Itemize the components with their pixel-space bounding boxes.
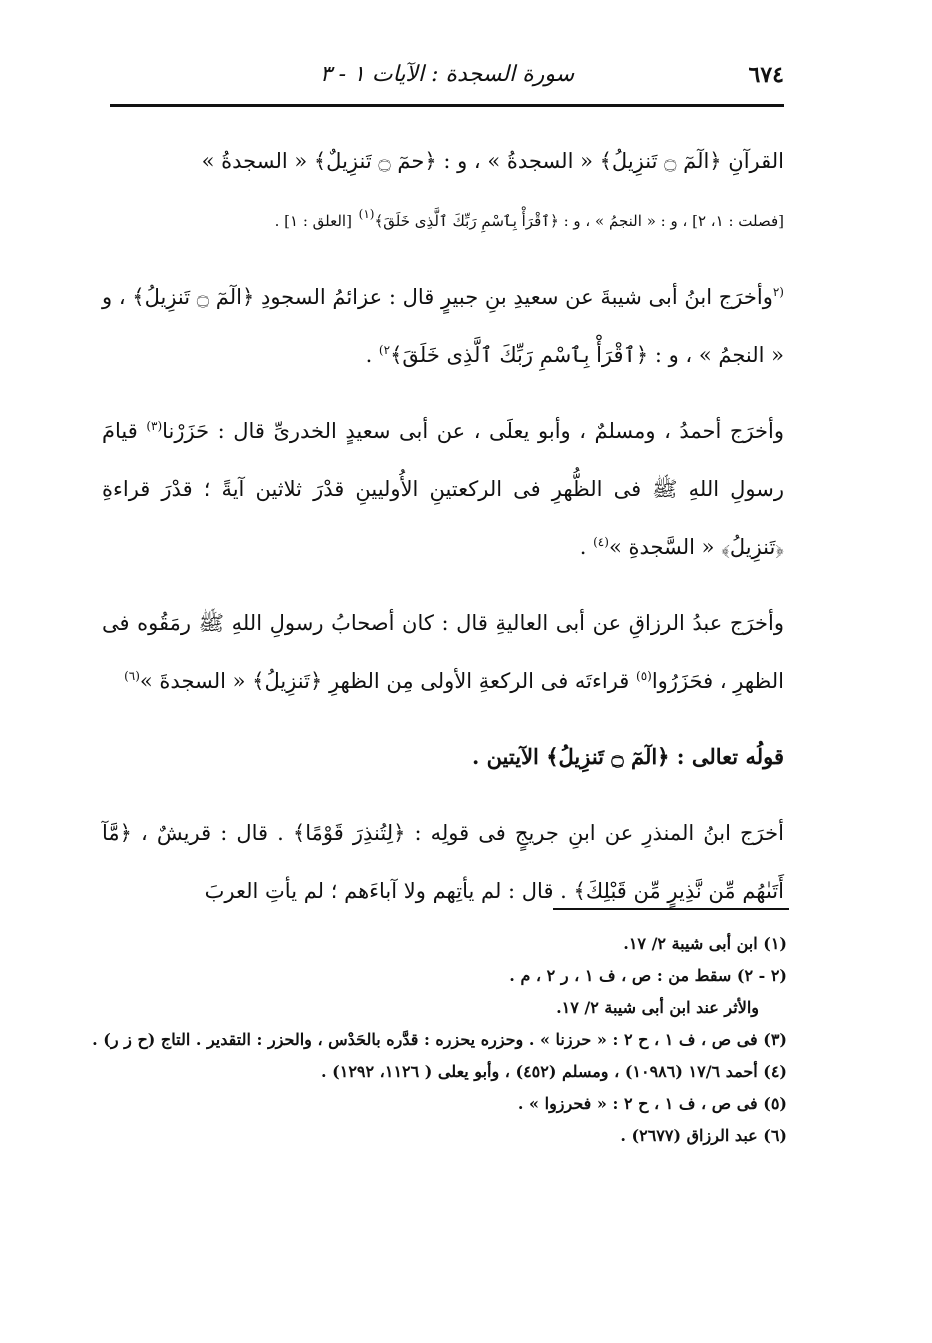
paragraph-5 <box>102 804 784 920</box>
footnote-ref-5: (٥) <box>636 669 652 683</box>
paragraph-3-text: وأخرَج أحمدُ ، ومسلمٌ ، وأبو يعلَى ، عن أبى سعيدٍ الخدرىِّ قال : حَزَرْنا <box>162 419 785 443</box>
footnote-ref-4: (٤) <box>593 535 609 549</box>
footnote-ref-1: (١) <box>358 207 375 221</box>
verse-heading: قولُه تعالى : ﴿الٓمٓ ۝ تَنزِيلُ﴾ الآيتين . <box>471 744 784 769</box>
footnote-2-continuation: والأثر عند ابن أبى شيبة ٢/ ١٧. <box>556 998 759 1017</box>
paragraph-3 <box>102 402 784 576</box>
page-number: ٦٧٤ <box>748 62 784 88</box>
footnote-6: (٦) عبد الرزاق (٢٦٧٧) . <box>620 1126 787 1145</box>
paragraph-2-text: وأخرَج ابنُ أبى شيبةَ عن سعيدِ بنِ جبيرٍ قال : عزائمُ السجودِ ﴿الٓمٓ ۝ تَنزِيلُ﴾ ، و « النجمُ » ، و : ﴿ٱقْرَأْ بِٱسْمِ رَبِّكَ ٱلَّذِى خَلَقَ﴾ <box>102 285 784 367</box>
paragraph-3-text-2: قيامَ رسولِ اللهِ ﷺ فى الظُّهرِ فى الركعتينِ الأُوليينِ قدْرَ ثلاثين آيةً ؛ قدْرَ قراءةِ ﴿تَنزِيلُ﴾ « السَّجدةِ » <box>102 419 784 559</box>
paragraph-1-line-1: القرآنِ ﴿الٓمٓ ۝ تَنزِيلُ﴾ « السجدةُ » ، و : ﴿حمٓ ۝ تَنزِيلٌ﴾ « السجدةُ » <box>201 149 784 173</box>
footnote-ref-6: (٦) <box>124 669 140 683</box>
paragraph-1 <box>102 132 784 250</box>
footnote-separator <box>553 908 789 910</box>
paragraph-4-text-2: قراءتَه فى الركعةِ الأولى مِن الظهرِ ﴿تَنزِيلُ﴾ « السجدةَ » <box>139 669 637 693</box>
footnote-ref-3: (٣) <box>146 419 163 433</box>
paragraph-4-text: وأخرَج عبدُ الرزاقِ عن أبى العاليةِ قال : كان أصحابُ رسولِ اللهِ ﷺ رمَقُوه فى الظهرِ ، فحَزَرُوا <box>102 611 784 693</box>
footnote-ref-2-close: ٢) <box>378 343 391 357</box>
footnotes <box>92 928 787 1152</box>
footnote-3: (٣) فى ص ، ف ١ ، ح ٢ : « حرزنا » . وحزره يحزره : قدَّره بالحَدْس ، والحزر : التقدير . التاج (ح ز ر) . <box>92 1030 787 1049</box>
citation-alaq: [العلق : ١] . <box>274 212 352 230</box>
paragraph-4 <box>102 594 784 710</box>
main-text <box>102 132 784 938</box>
paragraph-3-end: . <box>579 535 594 559</box>
paragraph-2-end: . <box>365 343 379 367</box>
footnote-5: (٥) فى ص ، ف ١ ، ح ٢ : « فحرزوا » . <box>517 1094 787 1113</box>
footnote-1: (١) ابن أبى شيبة ٢/ ١٧. <box>623 934 787 953</box>
footnote-4: (٤) أحمد ١٧/٦ (١٠٩٨٦) ، ومسلم (٤٥٢) ، وأبو يعلى ( ١١٢٦، ١٢٩٢) . <box>321 1062 787 1081</box>
footnote-ref-2-open: (٢ <box>772 285 784 299</box>
running-title: سورة السجدة : الآيات ١ - ٣ <box>319 62 575 87</box>
paragraph-2 <box>102 268 784 384</box>
footnote-2: (٢ - ٢) سقط من : ص ، ف ١ ، ر ٢ ، م . <box>509 966 787 985</box>
paragraph-1-line-2: [فصلت : ١، ٢] ، و : « النجمُ » ، و : ﴿ٱقْرَأْ بِٱسْمِ رَبِّكَ ٱلَّذِى خَلَقَ﴾ <box>374 212 784 230</box>
paragraph-5-text: أخرَج ابنُ المنذرِ عن ابنِ جريجٍ فى قولِه : ﴿لِتُنذِرَ قَوْمًا﴾ . قال : قريشٌ ، ﴿مَّآ أَتَىٰهُم مِّن نَّذِيرٍ مِّن قَبْلِكَ﴾ . قال : لم يأتِهم ولا آباءَهم ؛ لم يأتِ العربَ <box>102 821 784 903</box>
page-header <box>110 60 784 107</box>
